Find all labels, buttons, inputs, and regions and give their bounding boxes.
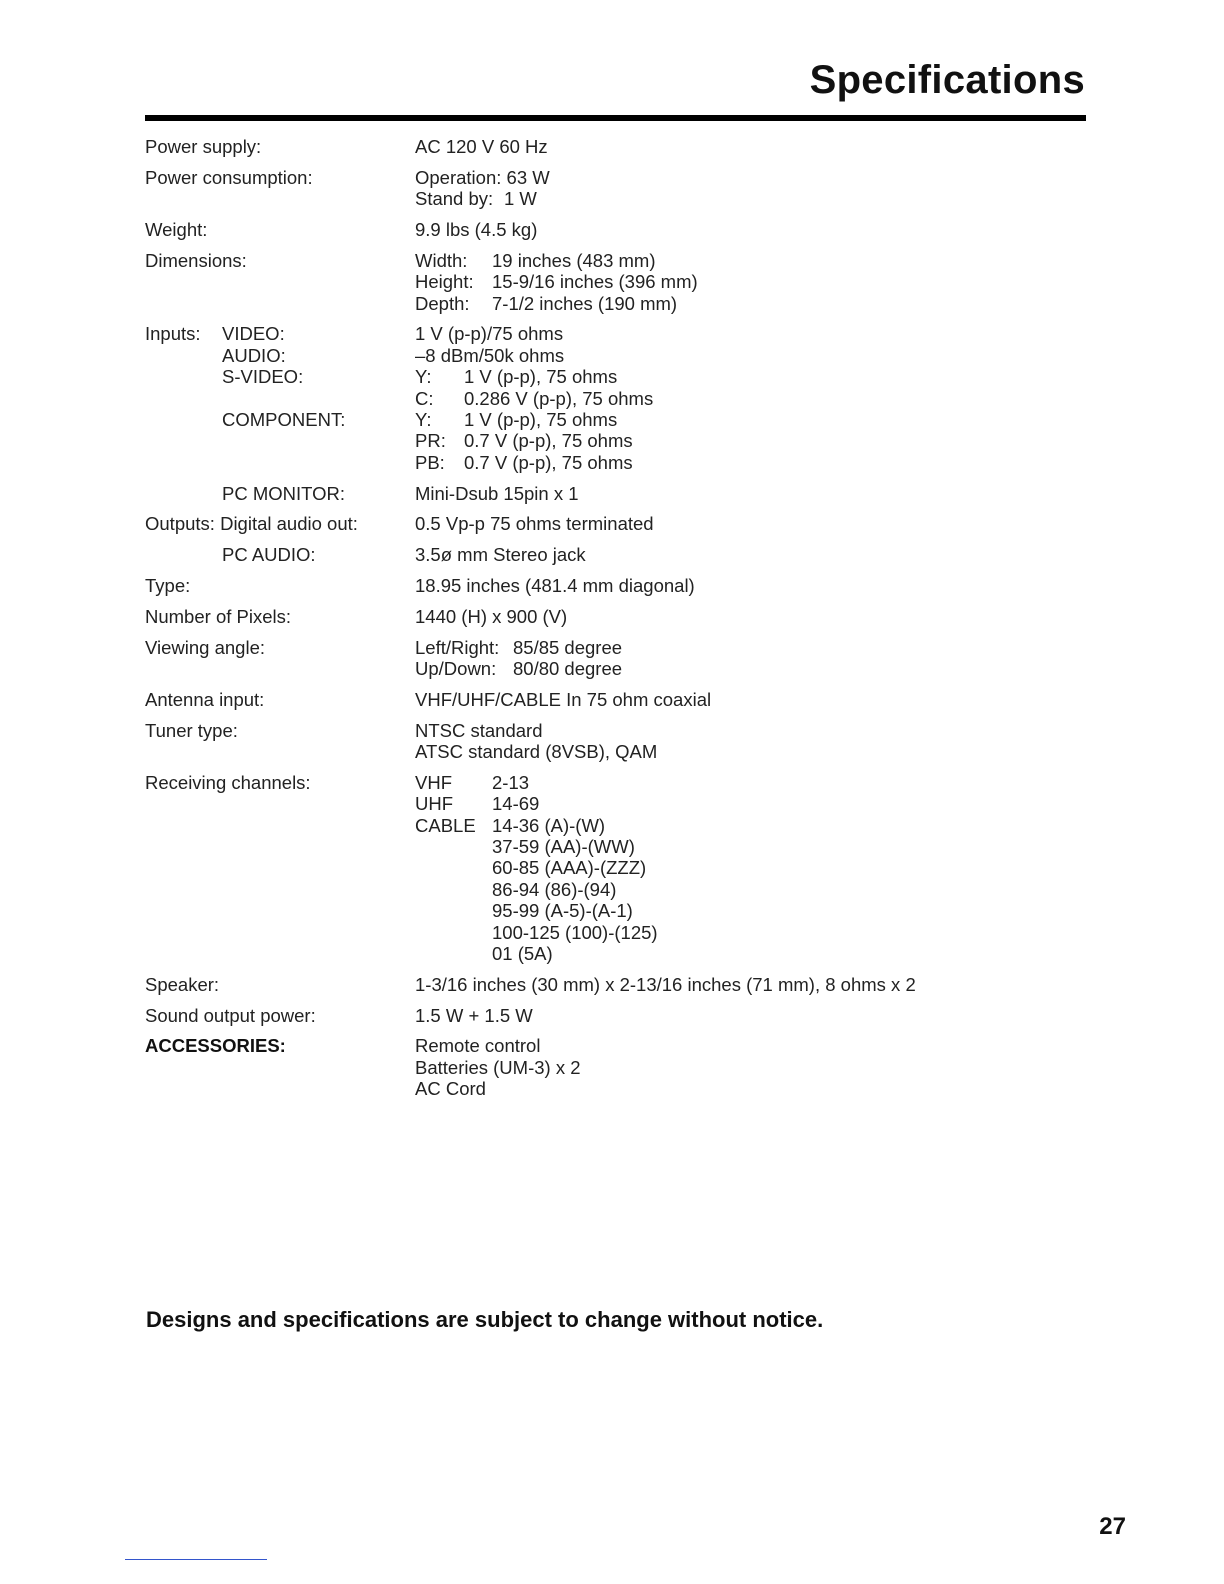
spec-label: Receiving channels: [145, 771, 311, 793]
spec-row-power-consumption [145, 167, 1085, 210]
spec-value: 37-59 (AA)-(WW) [492, 836, 635, 858]
spec-sublabel: AUDIO: [222, 344, 286, 366]
spec-value: 80/80 degree [513, 658, 623, 680]
accessory-item: AC Cord [415, 1078, 486, 1100]
spec-row-antenna [145, 689, 1085, 710]
spec-value: 18.95 inches (481.4 mm diagonal) [415, 575, 695, 597]
spec-value: Mini-Dsub 15pin x 1 [415, 482, 579, 504]
spec-value: ATSC standard (8VSB), QAM [415, 741, 658, 763]
specifications-table [145, 136, 1085, 1109]
footer-link-underline [125, 1559, 267, 1560]
spec-sublabel: Digital audio out: [220, 513, 358, 535]
spec-value: 0.7 V (p-p), 75 ohms [464, 430, 633, 452]
spec-key: CABLE [415, 814, 476, 836]
spec-row-speaker [145, 974, 1085, 995]
spec-sublabel: PC MONITOR: [222, 482, 345, 504]
accessory-item: Remote control [415, 1035, 541, 1057]
spec-key: Operation: [415, 166, 502, 188]
spec-value: –8 dBm/50k ohms [415, 344, 565, 366]
spec-value: 9.9 lbs (4.5 kg) [415, 219, 538, 240]
spec-value: 1440 (H) x 900 (V) [415, 605, 568, 627]
spec-label: ACCESSORIES: [145, 1035, 286, 1057]
spec-value: 60-85 (AAA)-(ZZZ) [492, 857, 647, 879]
spec-value: 1 V (p-p)/75 ohms [415, 323, 564, 345]
spec-row-inputs [145, 323, 1085, 473]
spec-value: 14-36 (A)-(W) [492, 814, 606, 836]
accessory-item: Batteries (UM-3) x 2 [415, 1056, 581, 1078]
spec-label: Power consumption: [145, 166, 313, 188]
page-title: Specifications [809, 58, 1085, 102]
spec-row-dimensions [145, 250, 1085, 314]
spec-key: Y: [415, 409, 432, 431]
spec-value: 15-9/16 inches (396 mm) [492, 271, 698, 293]
spec-key: Left/Right: [415, 636, 500, 658]
spec-value: 2-13 [492, 771, 530, 793]
spec-row-tuner [145, 720, 1085, 763]
spec-key: Depth: [415, 292, 470, 314]
spec-key: PB: [415, 451, 445, 473]
spec-row-viewing-angle [145, 637, 1085, 680]
spec-value: 1 W [504, 188, 537, 210]
spec-value: NTSC standard [415, 719, 543, 741]
spec-label: Weight: [145, 219, 208, 240]
spec-value: 1 V (p-p), 75 ohms [464, 409, 618, 431]
spec-label: Number of Pixels: [145, 605, 291, 627]
spec-value: 3.5ø mm Stereo jack [415, 544, 586, 566]
spec-key: UHF [415, 793, 454, 815]
spec-value: 63 W [506, 166, 550, 188]
spec-sublabel: PC AUDIO: [222, 544, 316, 566]
spec-value: 0.7 V (p-p), 75 ohms [464, 451, 633, 473]
spec-label: Tuner type: [145, 719, 238, 741]
spec-label: Power supply: [145, 136, 262, 157]
spec-row-channels [145, 772, 1085, 965]
spec-sublabel: S-VIDEO: [222, 366, 304, 388]
spec-label: Viewing angle: [145, 636, 265, 658]
spec-label: Antenna input: [145, 688, 265, 710]
spec-value: 100-125 (100)-(125) [492, 921, 658, 943]
spec-key: Y: [415, 366, 432, 388]
spec-value: 0.5 Vp-p 75 ohms terminated [415, 513, 654, 535]
disclaimer-notice: Designs and specifications are subject to change without notice. [146, 1307, 824, 1332]
spec-key: VHF [415, 771, 452, 793]
spec-label: Sound output power: [145, 1004, 316, 1026]
spec-row-power-supply [145, 136, 1085, 157]
spec-value: 85/85 degree [513, 636, 623, 658]
spec-key: Up/Down: [415, 658, 497, 680]
spec-row-weight [145, 219, 1085, 240]
spec-value: 19 inches (483 mm) [492, 249, 656, 271]
spec-value: VHF/UHF/CABLE In 75 ohm coaxial [415, 688, 712, 710]
spec-label: Speaker: [145, 973, 220, 995]
spec-row-accessories [145, 1035, 1085, 1099]
spec-key: PR: [415, 430, 446, 452]
spec-value: AC 120 V 60 Hz [415, 136, 548, 157]
spec-value: 86-94 (86)-(94) [492, 878, 617, 900]
spec-row-type [145, 575, 1085, 596]
spec-label: Type: [145, 575, 191, 597]
page-number: 27 [1099, 1513, 1126, 1540]
spec-sublabel: COMPONENT: [222, 409, 346, 431]
spec-value: 95-99 (A-5)-(A-1) [492, 900, 633, 922]
spec-row-pc-monitor [145, 483, 1085, 504]
spec-value: 0.286 V (p-p), 75 ohms [464, 387, 654, 409]
spec-label: Dimensions: [145, 249, 247, 271]
spec-value: 1-3/16 inches (30 mm) x 2-13/16 inches (71 mm), 8 ohms x 2 [415, 973, 916, 995]
spec-key: C: [415, 387, 434, 409]
spec-row-outputs [145, 513, 1085, 534]
spec-key: Width: [415, 249, 468, 271]
spec-sublabel: VIDEO: [222, 323, 285, 345]
spec-key: Stand by: [415, 188, 494, 210]
spec-value: 14-69 [492, 793, 540, 815]
title-rule [145, 115, 1086, 121]
spec-row-pixels [145, 606, 1085, 627]
spec-row-pc-audio [145, 544, 1085, 565]
spec-key: Height: [415, 271, 474, 293]
spec-value: 1 V (p-p), 75 ohms [464, 366, 618, 388]
spec-value: 7-1/2 inches (190 mm) [492, 292, 678, 314]
spec-label: Outputs: [145, 513, 215, 535]
spec-value: 01 (5A) [492, 943, 553, 965]
spec-label: Inputs: [145, 323, 201, 345]
spec-row-sound-output [145, 1005, 1085, 1026]
spec-value: 1.5 W + 1.5 W [415, 1004, 533, 1026]
